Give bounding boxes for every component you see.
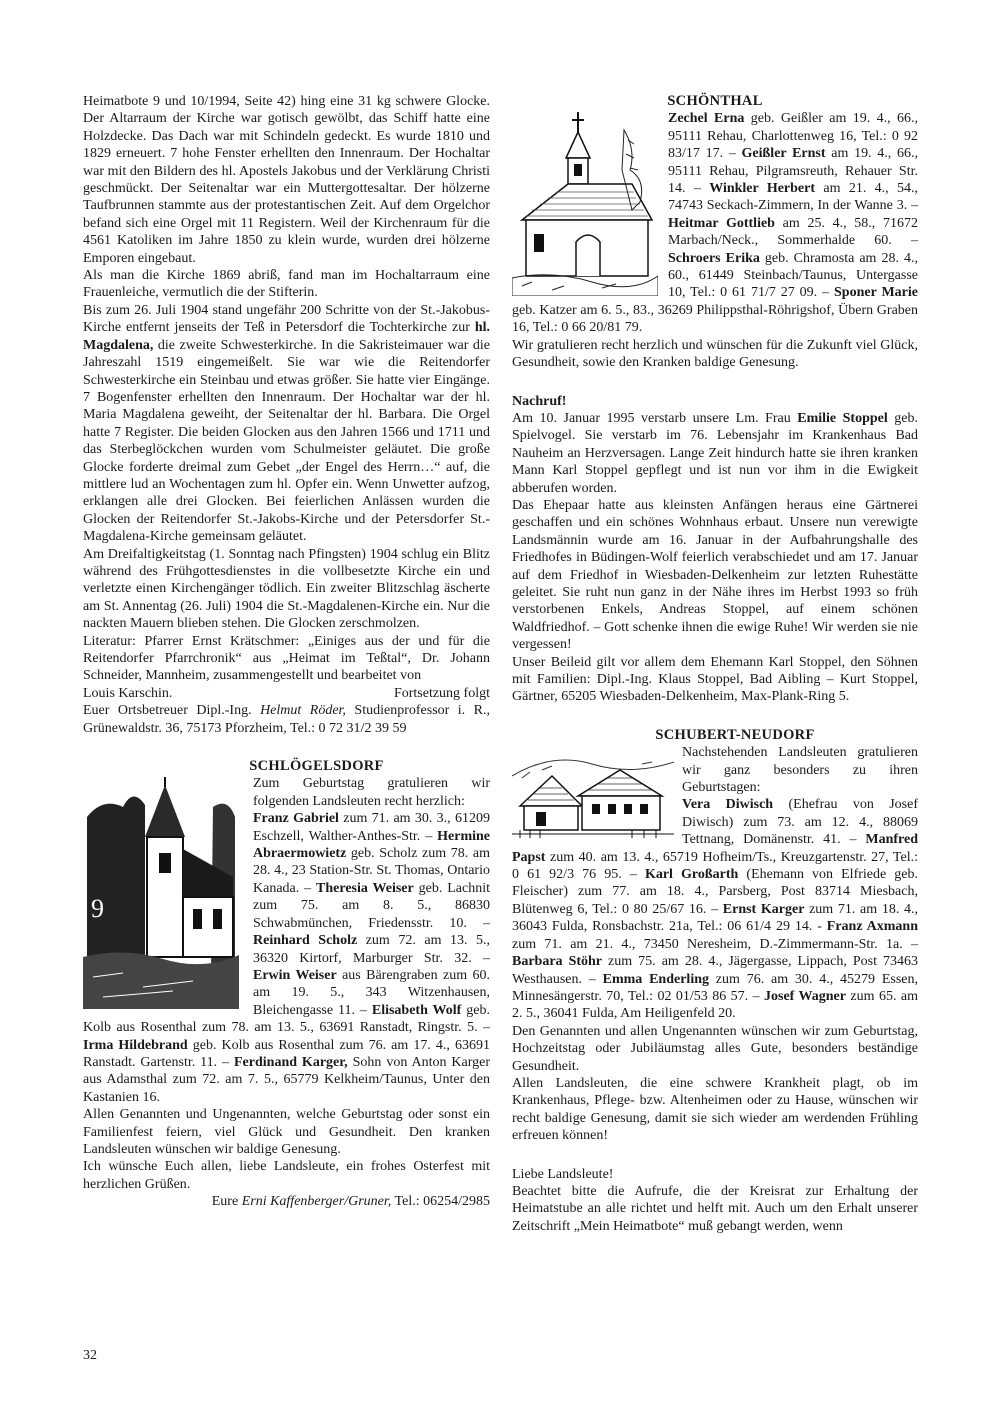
section-schloegelsdorf bbox=[83, 758, 490, 1211]
obituary-heading: Nachruf! bbox=[512, 393, 567, 409]
section-schubert-neudorf bbox=[512, 727, 918, 1145]
section-heading: SCHUBERT-NEUDORF bbox=[655, 726, 815, 743]
closing-paragraph: Beachtet bitte die Aufrufe, die der Kreisrat zur Erhaltung der Heimatstube an alle richtet und helft mit. Auch um den Erhalt unserer Zeitschrift „Mein Heimatbote“ muß gebangt werden, wenn bbox=[512, 1183, 918, 1234]
article-paragraph: Als man die Kirche 1869 abriß, fand man im Hochaltarraum eine Frauenleiche, vermutlich die der Stifterin. bbox=[83, 268, 490, 301]
signature: Euer Ortsbetreuer Dipl.-Ing. Helmut Röder, Studienprofessor i. R., Grünewaldstr. 36, 75173 Pforzheim, Tel.: 0 72 31/2 39 59 bbox=[83, 703, 490, 736]
church-illustration bbox=[83, 777, 243, 1013]
closing-appeal bbox=[512, 1166, 918, 1236]
closing-greeting: Liebe Landsleute! bbox=[512, 1166, 614, 1182]
article-paragraph: Am Dreifaltigkeitstag (1. Sonntag nach Pfingsten) 1904 schlug ein Blitz während des Frühgottesdienstes in die vollbesetzte Kirche ein und verletzte einen Kirchengänger tödlich. Ein zweiter Blitzschlag äscherte am St. Annentag (26. Juli) 1904 die St.-Magdalenen-Kirche ein. Nur die nackten Mauern blieben stehen. Die Glocken zerschmolzen. bbox=[83, 546, 490, 632]
article-paragraph: Bis zum 26. Juli 1904 stand ungefähr 200 Schritte von der St.-Jakobus-Kirche entfernt jenseits der Teß in Petersdorf die Tochterkirche zur hl. Magdalena, die zweite Schwesterkirche. In die Sakristeimauer war die Jahreszahl 1519 eingemeißelt. Sie war wie die Reitendorfer Schwesterkirche ein Steinbau und etwas größer. Sie hatte vier Eingänge. 7 Bogenfenster erhellten den Innenraum. Der Hochaltar war der hl. Maria Magdalena geweiht, der Seitenaltar der hl. Barbara. Die Orgel hatte 7 Register. Die beiden Glocken aus den Jahren 1566 und 1711 und das Sterbeglöckchen wurden vom Schulmeister geläutet. Die große Glocke forderte dreimal zum Gebet „der Engel des Herrn…“ auf, die mittlere lud an Wochentagen zum hl. Opfer ein. Wenn Unwetter aufzog, erklangen alle drei Glocken. Bei feierlichen Anlässen wurden die Glocken der Reitendorfer St.-Jakobs-Kirche und der Petersdorfer St.-Magdalena-Kirche gemeinsam geläutet. bbox=[83, 302, 490, 545]
wishes-paragraph: Allen Genannten und Ungenannten, welche Geburtstag oder sonst ein Familienfest feiern, viel Glück und Gesundheit. Den kranken Landsleuten wünschen wir baldige Genesung. bbox=[83, 1107, 490, 1157]
birthday-list: Vera Diwisch (Ehefrau von Josef Diwisch) zum 73. am 12. 4., 88069 Tettnang, Domänenstr. 41. – Manfred Papst zum 40. am 13. 4., 65719 Hofheim/Ts., Kreuzgartenstr. 27, Tel.: 0 61 92/3 76 95. – Karl Großarth (Ehemann von Elfriede geb. Fleischer) zum 77. am 18. 4., Parsberg, Post 83714 Miesbach, Blütenweg 6, Tel.: 0 80 25/67 16. – Ernst Karger zum 71. am 18. 4., 36043 Fulda, Ronsbachstr. 21a, Tel.: 06 61/4 29 14. - Franz Axmann zum 71. am 21. 4., 73450 Neresheim, D.-Zimmermann-Str. 1a. – Barbara Stöhr zum 75. am 28. 4., Jägergasse, Lippach, Post 73463 Westhausen. – Emma Enderling zum 76. am 30. 4., 45279 Essen, Minnesängerstr. 70, Tel.: 02 01/53 86 57. – Josef Wagner zum 65. am 2. 5., 36041 Fulda, Am Heiligenfeld 20. bbox=[512, 797, 919, 1022]
chapel-illustration bbox=[512, 110, 662, 300]
section-nachruf bbox=[512, 393, 918, 706]
section-intro: Nachstehenden Landsleuten gratulieren wir ganz besonders zu ihren Geburtstagen: bbox=[682, 745, 918, 796]
village-illustration bbox=[512, 748, 678, 846]
article-paragraph: Heimatbote 9 und 10/1994, Seite 42) hing eine 31 kg schwere Glocke. Der Altarraum der Kirche war gotisch gewölbt, das Schiff hatte eine Holzdecke. Das Dach war mit Schindeln gedeckt. Es wurde 1810 und 1829 erneuert. 7 hohe Fenster erhellten den Innenraum. Der Hochaltar war mit den Bildern des hl. Apostels Jakobus und der Verklärung Christi geschmückt. Der Seitenaltar war ein Muttergottesaltar. Der hölzerne Taufbrunnen stammte aus der protestantischen Zeit. Auf dem Orgelchor befand sich eine Orgel mit 11 Registern. Weil der Kirchenraum für die 4561 Katoliken im Jahre 1850 zu klein wurde, wurden drei hölzerne Emporen eingebaut. bbox=[83, 94, 490, 266]
birthday-list: Franz Gabriel zum 71. am 30. 3., 61209 Eschzell, Walther-Anthes-Str. – Hermine Abraermowietz geb. Scholz zum 78. am 28. 4., 23 Station-Str. St. Thomas, Ontario Kanada. – Theresia Weiser geb. Lachnit zum 75. am 8. 5., 86830 Schwabmünchen, Friedensstr. 10. – Reinhard Scholz zum 72. am 13. 5., 36320 Kirtorf, Marburger Str. 32. – Erwin Weiser aus Bärengraben zum 60. am 19. 5., 343 Witzenhausen, Bleichengasse 11. – Elisabeth Wolf geb. Kolb aus Rosenthal zum 78. am 13. 5., 63691 Ranstadt, Ringstr. 5. – Irma Hildebrand geb. Kolb aus Rosenthal zum 76. am 17. 4., 63691 Ranstadt. Gartenstr. 11. – Ferdinand Karger, Sohn von Anton Karger aus Adamsthal zum 72. am 7. 5., 65779 Kelkheim/Taunus, Unter den Kastanien 16. bbox=[83, 811, 491, 1105]
continuation-note: Fortsetzung folgt bbox=[393, 685, 490, 701]
obituary-paragraph: Am 10. Januar 1995 verstarb unsere Lm. Frau Emilie Stoppel geb. Spielvogel. Sie verstarb im 76. Lebensjahr im Krankenhaus Bad Nauheim an Herzversagen. Lange Zeit hindurch hatte sie ihren kranken Mann Karl Stoppel gepflegt und ist nun vor ihm in die Ewigkeit abberufen worden. bbox=[512, 410, 918, 496]
left-column bbox=[83, 93, 490, 1211]
condolence-paragraph: Unser Beileid gilt vor allem dem Ehemann Karl Stoppel, den Söhnen mit Familien: Dipl.-Ing. Klaus Stoppel, Bad Aibling – Kurt Stoppel, Gärtner, 65205 Wiesbaden-Delkenheim, Max-Plank-Ring 5. bbox=[512, 654, 918, 705]
svg-text:9: 9 bbox=[91, 894, 104, 924]
right-column bbox=[512, 93, 918, 1235]
section-heading: SCHÖNTHAL bbox=[667, 93, 763, 109]
literature-last-line bbox=[83, 685, 490, 702]
section-intro: Zum Geburtstag gratulieren wir folgenden Landsleuten recht herzlich: bbox=[253, 776, 490, 809]
recovery-wishes: Allen Landsleuten, die eine schwere Krankheit plagt, ob im Krankenhaus, Pflege- bzw. Altenheimen oder zu Hause, wünschen wir recht baldige Genesung, damit sie sich wieder am werdenden Frühling erfreuen können! bbox=[512, 1075, 918, 1144]
section-heading: SCHLÖGELSDORF bbox=[249, 758, 384, 775]
birthday-list: Zechel Erna geb. Geißler am 19. 4., 66., 95111 Rehau, Charlottenweg 16, Tel.: 0 92 83/17 17. – Geißler Ernst am 19. 4., 66., 95111 Rehau, Pilgramsreuth, Rehauer Str. 14. – Winkler Herbert am 21. 4., 54., 74743 Seckach-Zimmern, In der Wanne 3. – Heitmar Gottlieb am 25. 4., 58., 71672 Marbach/Neck., Sommerhalde 60. – Schroers Erika geb. Chramosta am 28. 4., 60., 61449 Steinbach/Taunus, Untergasse 10, Tel.: 0 61 71/7 27 09. – Sponer Marie geb. Katzer am 6. 5., 83., 36269 Philippsthal-Röhrigshof, Übern Graben 16, Tel.: 0 66 20/81 79. bbox=[512, 111, 919, 336]
easter-greeting: Ich wünsche Euch allen, liebe Landsleute, ein frohes Osterfest mit herzlichen Grüßen. bbox=[83, 1159, 490, 1192]
section-schoenthal bbox=[512, 93, 918, 372]
page-number: 32 bbox=[83, 1348, 97, 1363]
literature-author: Louis Karschin. bbox=[83, 685, 173, 701]
obituary-paragraph: Das Ehepaar hatte aus kleinsten Anfängen heraus eine Gärtnerei geschaffen und ein schönes Wohnhaus erbaut. Unsere nun verewigte Landsmännin wurde am 16. Januar in der Aufbahrungshalle des Friedhofes in Büdingen-Wolf feierlich verabschiedet und am 17. Januar auf dem Friedhof in Wiesbaden-Delkenheim zur letzten Ruhestätte geleitet. Sie ruht nun ganz in der Nähe ihres im Herbst 1993 so früh verstorbenen Enkels, Andreas Stoppel, auf einem schönen Waldfriedhof. – Gott schenke ihnen die ewige Ruhe! Wir werden sie nie vergessen! bbox=[512, 497, 918, 653]
wishes-paragraph: Wir gratulieren recht herzlich und wünschen für die Zukunft viel Glück, Gesundheit, sowie den Kranken baldige Genesung. bbox=[512, 337, 918, 371]
wishes-paragraph: Den Genannten und allen Ungenannten wünschen wir zum Geburtstag, Hochzeitstag oder Jubiläumstag alles Gute, besonders beständige Gesundheit. bbox=[512, 1023, 918, 1074]
literature-note: Literatur: Pfarrer Ernst Krätschmer: „Einiges aus der und für die Reitendorfer Pfarrchronik“ aus „Heimat im Teßtal“, Dr. Johann Schneider, Mannheim, zusammengestellt und bearbeitet von bbox=[83, 633, 490, 684]
signature: Eure Erni Kaffenberger/Gruner, Tel.: 06254/2985 bbox=[211, 1194, 490, 1210]
